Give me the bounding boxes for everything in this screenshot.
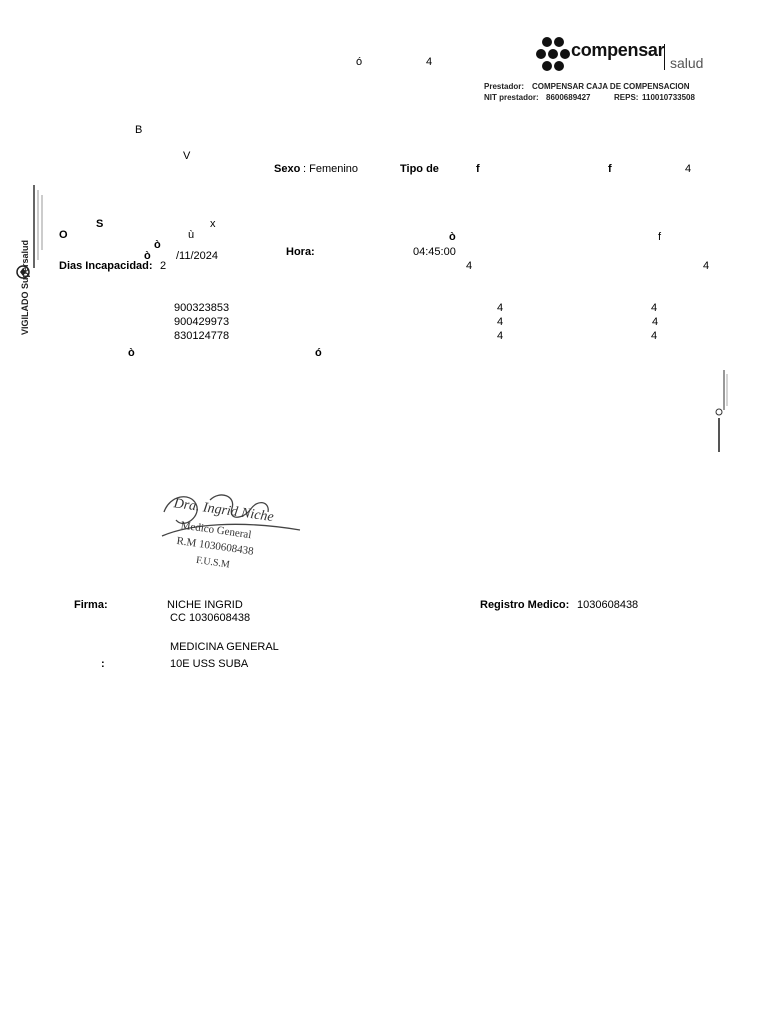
hora-label: Hora: bbox=[286, 246, 315, 258]
supersalud-small-stamp-icon bbox=[714, 366, 730, 456]
fragment-v: V bbox=[183, 150, 191, 162]
date-value: /11/2024 bbox=[176, 250, 219, 262]
entity-col2: 4 bbox=[651, 302, 658, 314]
fragment-o5: ó bbox=[315, 347, 322, 359]
hora-value: 04:45:00 bbox=[413, 246, 456, 258]
entity-col1: 4 bbox=[497, 316, 504, 328]
fragment-f2: f bbox=[608, 163, 612, 175]
entity-col2: 4 bbox=[652, 316, 659, 328]
signature-univ-text: F.U.S.M bbox=[195, 554, 231, 571]
entity-nit: 900323853 bbox=[174, 302, 230, 314]
supersalud-side-stamp-small bbox=[714, 366, 730, 456]
firma-label: Firma: bbox=[74, 599, 108, 611]
fragment-o1: ò bbox=[154, 239, 161, 251]
supersalud-stamp-text: VIGILADO Supersalud bbox=[20, 239, 30, 335]
fragment-4c: 4 bbox=[703, 260, 710, 272]
fragment-o3: ò bbox=[449, 231, 456, 243]
logo-wordmark: compensar bbox=[571, 40, 665, 60]
entity-nit: 900429973 bbox=[174, 316, 230, 328]
entity-col2: 4 bbox=[651, 330, 658, 342]
supersalud-stamp-icon bbox=[14, 180, 46, 340]
dias-incapacidad-value: 2 bbox=[160, 260, 167, 272]
reps-value: 110010733508 bbox=[642, 93, 695, 102]
doctor-signature-stamp bbox=[150, 490, 320, 580]
prestador-value: COMPENSAR CAJA DE COMPENSACION bbox=[532, 82, 690, 91]
logo-subtitle: salud bbox=[670, 55, 704, 71]
doctor-cc: CC 1030608438 bbox=[170, 612, 251, 624]
registro-medico-value: 1030608438 bbox=[577, 599, 639, 611]
tipo-label: Tipo de bbox=[400, 163, 439, 175]
fragment-4a: 4 bbox=[685, 163, 692, 175]
fragment-o2: ò bbox=[144, 250, 151, 262]
fragment-f1: f bbox=[476, 163, 480, 175]
header-fragment-2: 4 bbox=[426, 56, 433, 68]
fragment-f3: f bbox=[658, 231, 662, 243]
fragment-4b: 4 bbox=[466, 260, 473, 272]
sexo-value: : Femenino bbox=[303, 163, 359, 175]
fragment-o4: ò bbox=[128, 347, 135, 359]
supersalud-side-stamp bbox=[14, 180, 46, 340]
specialty: MEDICINA GENERAL bbox=[170, 641, 279, 653]
reps-label: REPS: bbox=[614, 93, 639, 102]
compensar-logo-icon bbox=[535, 36, 571, 72]
logo-divider bbox=[664, 44, 665, 70]
site-value: 10E USS SUBA bbox=[170, 658, 249, 670]
site-label: : bbox=[101, 658, 105, 670]
entity-nit: 830124778 bbox=[174, 330, 230, 342]
registro-medico-label: Registro Medico: bbox=[480, 599, 570, 611]
fragment-s: S bbox=[96, 218, 104, 230]
nit-value: 8600689427 bbox=[546, 93, 591, 102]
fragment-u: ù bbox=[188, 229, 195, 241]
signature-rm-text: R.M 1030608438 bbox=[175, 534, 255, 558]
fragment-x: x bbox=[210, 218, 216, 230]
header-fragment-1: ó bbox=[356, 56, 363, 68]
signature-name-text: Dra. Ingrid Niche bbox=[172, 496, 275, 526]
fragment-o-label: O bbox=[59, 229, 68, 241]
fragment-b: B bbox=[135, 124, 143, 136]
sexo-label: Sexo bbox=[274, 163, 301, 175]
entity-col1: 4 bbox=[497, 330, 504, 342]
entity-col1: 4 bbox=[497, 302, 504, 314]
prestador-label: Prestador: bbox=[484, 82, 525, 91]
nit-label: NIT prestador: bbox=[484, 93, 539, 102]
signature-title-text: Medico General bbox=[179, 519, 253, 542]
doctor-name: NICHE INGRID bbox=[167, 599, 243, 611]
dias-incapacidad-label: Dias Incapacidad: bbox=[59, 260, 153, 272]
